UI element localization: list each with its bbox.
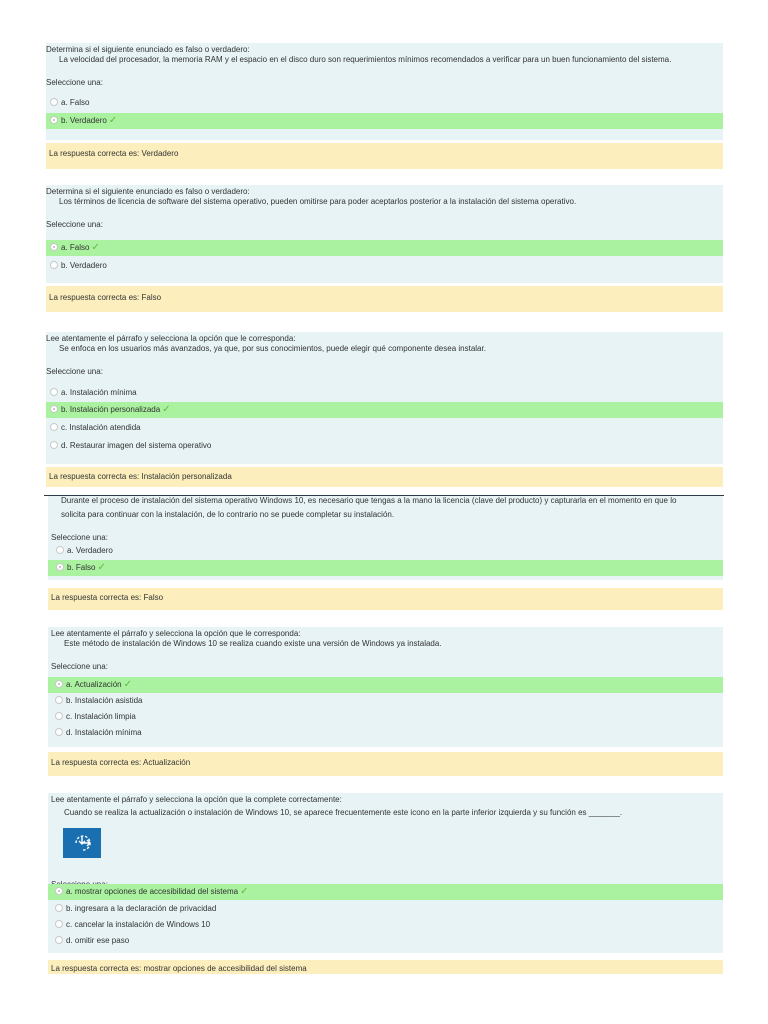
question-4-feedback: La respuesta correcta es: Falso: [48, 588, 723, 610]
radio-icon[interactable]: [55, 712, 63, 720]
radio-icon[interactable]: [50, 388, 58, 396]
checkmark-icon: ✓: [108, 115, 118, 126]
question-2-feedback: La respuesta correcta es: Falso: [46, 286, 723, 312]
radio-checked-icon[interactable]: [55, 680, 63, 688]
checkmark-icon: ✓: [162, 404, 171, 415]
question-3-feedback: La respuesta correcta es: Instalación personalizada: [46, 467, 723, 487]
question-2-option-a[interactable]: a. Falso ✓: [46, 240, 723, 256]
question-5-option-c[interactable]: c. Instalación limpia: [48, 709, 723, 725]
accessibility-icon: [63, 828, 101, 858]
radio-icon[interactable]: [55, 920, 63, 928]
radio-icon[interactable]: [55, 904, 63, 912]
question-1-feedback: La respuesta correcta es: Verdadero: [46, 143, 723, 169]
question-5-option-d[interactable]: d. Instalación mínima: [48, 725, 723, 741]
question-1-body: La velocidad del procesador, la memoria RAM y el espacio en el disco duro son requerimientos mínimos recomendados a verificar para un buen funcionamiento del sistema.: [59, 55, 672, 64]
question-1-intro: Determina si el siguiente enunciado es falso o verdadero:: [46, 45, 250, 54]
question-5-option-a[interactable]: a. Actualización ✓: [48, 677, 723, 693]
question-6-option-c[interactable]: c. cancelar la instalación de Windows 10: [48, 917, 723, 933]
radio-icon[interactable]: [56, 546, 64, 554]
radio-icon[interactable]: [55, 936, 63, 944]
radio-icon[interactable]: [55, 696, 63, 704]
question-6-option-a[interactable]: a. mostrar opciones de accesibilidad del sistema ✓: [48, 884, 723, 900]
question-6-option-b[interactable]: b. ingresara a la declaración de privacidad: [48, 901, 723, 917]
question-4-option-b[interactable]: b. Falso ✓: [48, 560, 723, 576]
radio-checked-icon[interactable]: [50, 405, 58, 413]
question-3-intro: Lee atentamente el párrafo y selecciona la opción que le corresponda:: [46, 334, 296, 343]
question-6-feedback: La respuesta correcta es: mostrar opciones de accesibilidad del sistema: [48, 960, 723, 974]
radio-checked-icon[interactable]: [56, 563, 64, 571]
question-4-body-line2: solicita para continuar con la instalación, de lo contrario no se puede completar su instalación.: [61, 510, 395, 519]
question-4-option-a[interactable]: a. Verdadero: [48, 543, 723, 559]
checkmark-icon: ✓: [240, 886, 249, 897]
question-5-select-label: Seleccione una:: [51, 662, 108, 671]
question-2-intro: Determina si el siguiente enunciado es falso o verdadero:: [46, 187, 250, 196]
question-3-select-label: Seleccione una:: [46, 367, 103, 376]
radio-icon[interactable]: [50, 441, 58, 449]
question-6-body: Cuando se realiza la actualización o instalación de Windows 10, se aparece frecuentemente este icono en la parte inferior izquierda y su función es _______.: [64, 808, 623, 817]
question-2-option-b[interactable]: b. Verdadero: [46, 258, 723, 274]
question-3-option-b[interactable]: b. Instalación personalizada ✓: [46, 402, 723, 418]
checkmark-icon: ✓: [97, 562, 106, 573]
question-3-option-c[interactable]: c. Instalación atendida: [46, 420, 723, 436]
radio-icon[interactable]: [50, 423, 58, 431]
checkmark-icon: ✓: [91, 242, 100, 253]
question-3-option-d[interactable]: d. Restaurar imagen del sistema operativo: [46, 438, 723, 454]
question-1-select-label: Seleccione una:: [46, 78, 103, 87]
question-2-body: Los términos de licencia de software del sistema operativo, pueden omitirse para poder aceptarlos posterior a la instalación del sistema operativo.: [59, 197, 577, 206]
question-1-option-b[interactable]: b. Verdadero ✓: [46, 113, 723, 129]
question-5-feedback: La respuesta correcta es: Actualización: [48, 752, 723, 776]
question-5-option-b[interactable]: b. Instalación asistida: [48, 693, 723, 709]
question-5-body: Este método de instalación de Windows 10 se realiza cuando existe una versión de Windows ya instalada.: [64, 639, 442, 648]
question-5-intro: Lee atentamente el párrafo y selecciona la opción que le corresponda:: [51, 629, 301, 638]
question-3-option-a[interactable]: a. Instalación mínima: [46, 385, 723, 401]
question-6-intro: Lee atentamente el párrafo y selecciona la opción que la complete correctamente:: [51, 795, 342, 804]
radio-icon[interactable]: [55, 728, 63, 736]
radio-icon[interactable]: [50, 98, 58, 106]
question-6-option-d[interactable]: d. omitir ese paso: [48, 933, 723, 949]
question-2-select-label: Seleccione una:: [46, 220, 103, 229]
question-4-body-line1: Durante el proceso de instalación del sistema operativo Windows 10, es necesario que tengas a la mano la licencia (clave del producto) y capturarla en el momento en que lo: [61, 496, 677, 505]
radio-icon[interactable]: [50, 261, 58, 269]
radio-checked-icon[interactable]: [50, 116, 58, 124]
radio-checked-icon[interactable]: [50, 243, 58, 251]
radio-checked-icon[interactable]: [55, 887, 63, 895]
question-3-body: Se enfoca en los usuarios más avanzados, ya que, por sus conocimientos, puede elegir qué componente desea instalar.: [59, 344, 486, 353]
question-4-select-label: Seleccione una:: [51, 533, 108, 542]
question-1-option-a[interactable]: a. Falso: [46, 95, 723, 111]
checkmark-icon: ✓: [123, 679, 132, 690]
